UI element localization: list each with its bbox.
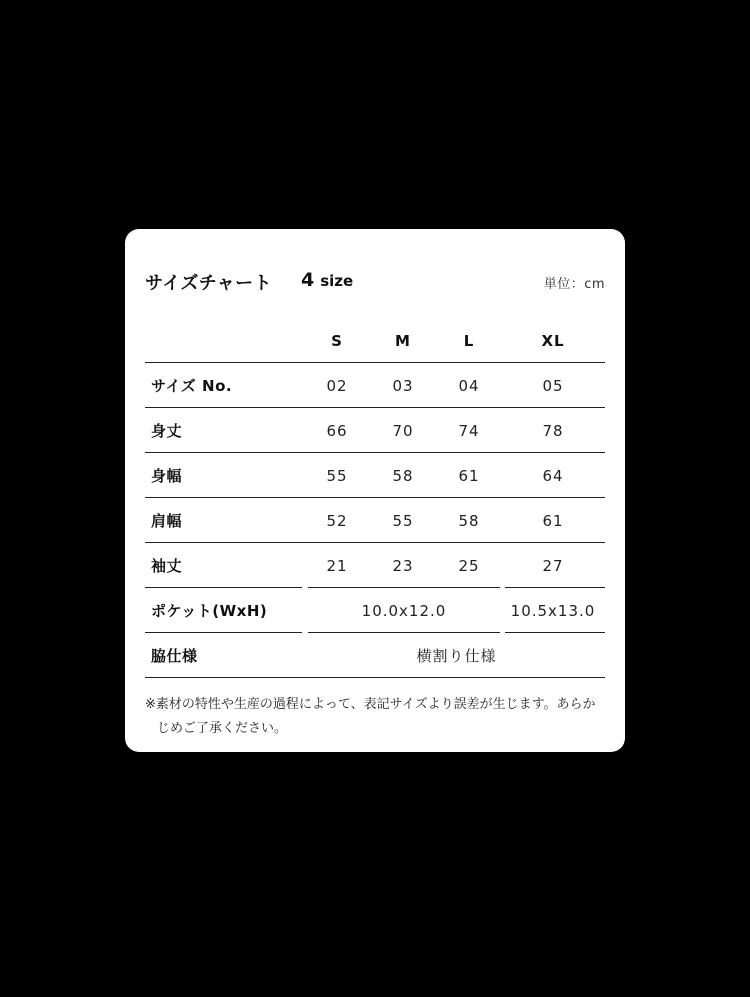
table-cell: 55 <box>326 466 348 485</box>
column-header-s: S <box>331 332 343 350</box>
table-cell: 52 <box>326 511 348 530</box>
table-cell: 02 <box>326 376 348 395</box>
size-chart-header <box>145 269 605 299</box>
table-cell: 64 <box>542 466 564 485</box>
table-row-side <box>145 633 605 678</box>
row-label: 身幅 <box>151 467 183 485</box>
row-label: 脇仕様 <box>151 647 198 665</box>
size-count <box>301 269 353 291</box>
row-label: 袖丈 <box>151 557 183 575</box>
column-header-xl: XL <box>541 332 565 350</box>
table-cell: 58 <box>392 466 414 485</box>
table-cell: 66 <box>326 421 348 440</box>
table-row-pocket <box>145 588 605 633</box>
size-table <box>145 319 605 678</box>
table-cell: 78 <box>542 421 564 440</box>
size-count-unit: size <box>320 272 354 290</box>
row-divider <box>145 677 605 678</box>
disclaimer-note: ※素材の特性や生産の過程によって、表記サイズより誤差が生じます。あらかじめご了承ください。 <box>145 697 596 736</box>
row-label: 肩幅 <box>151 512 183 530</box>
table-cell: 27 <box>542 556 564 575</box>
table-cell: 21 <box>326 556 348 575</box>
table-cell: 61 <box>542 511 564 530</box>
table-cell: 04 <box>458 376 480 395</box>
row-label: ポケット(WxH) <box>151 602 268 620</box>
table-cell: 05 <box>542 376 564 395</box>
table-row <box>145 453 605 498</box>
table-cell: 25 <box>458 556 480 575</box>
table-row <box>145 363 605 408</box>
table-cell: 70 <box>392 421 414 440</box>
row-label: 身丈 <box>151 422 183 440</box>
table-cell: 55 <box>392 511 414 530</box>
table-cell: 58 <box>458 511 480 530</box>
table-cell: 23 <box>392 556 414 575</box>
table-cell: 61 <box>458 466 480 485</box>
table-row <box>145 498 605 543</box>
column-header-l: L <box>463 332 475 350</box>
pocket-xl-value: 10.5x13.0 <box>510 601 596 620</box>
pocket-sml-value: 10.0x12.0 <box>361 601 447 620</box>
table-cell: 74 <box>458 421 480 440</box>
side-spec-value: 横割り仕様 <box>416 647 497 665</box>
row-label: サイズ No. <box>151 377 233 395</box>
size-count-number: 4 <box>301 269 315 291</box>
table-row <box>145 408 605 453</box>
column-header-m: M <box>395 332 411 350</box>
table-row <box>145 543 605 588</box>
table-cell: 03 <box>392 376 414 395</box>
unit-label: 単位：cm <box>543 277 605 292</box>
table-header-row <box>145 319 605 363</box>
size-chart-title: サイズチャート <box>145 273 273 294</box>
size-chart-card <box>125 229 625 752</box>
